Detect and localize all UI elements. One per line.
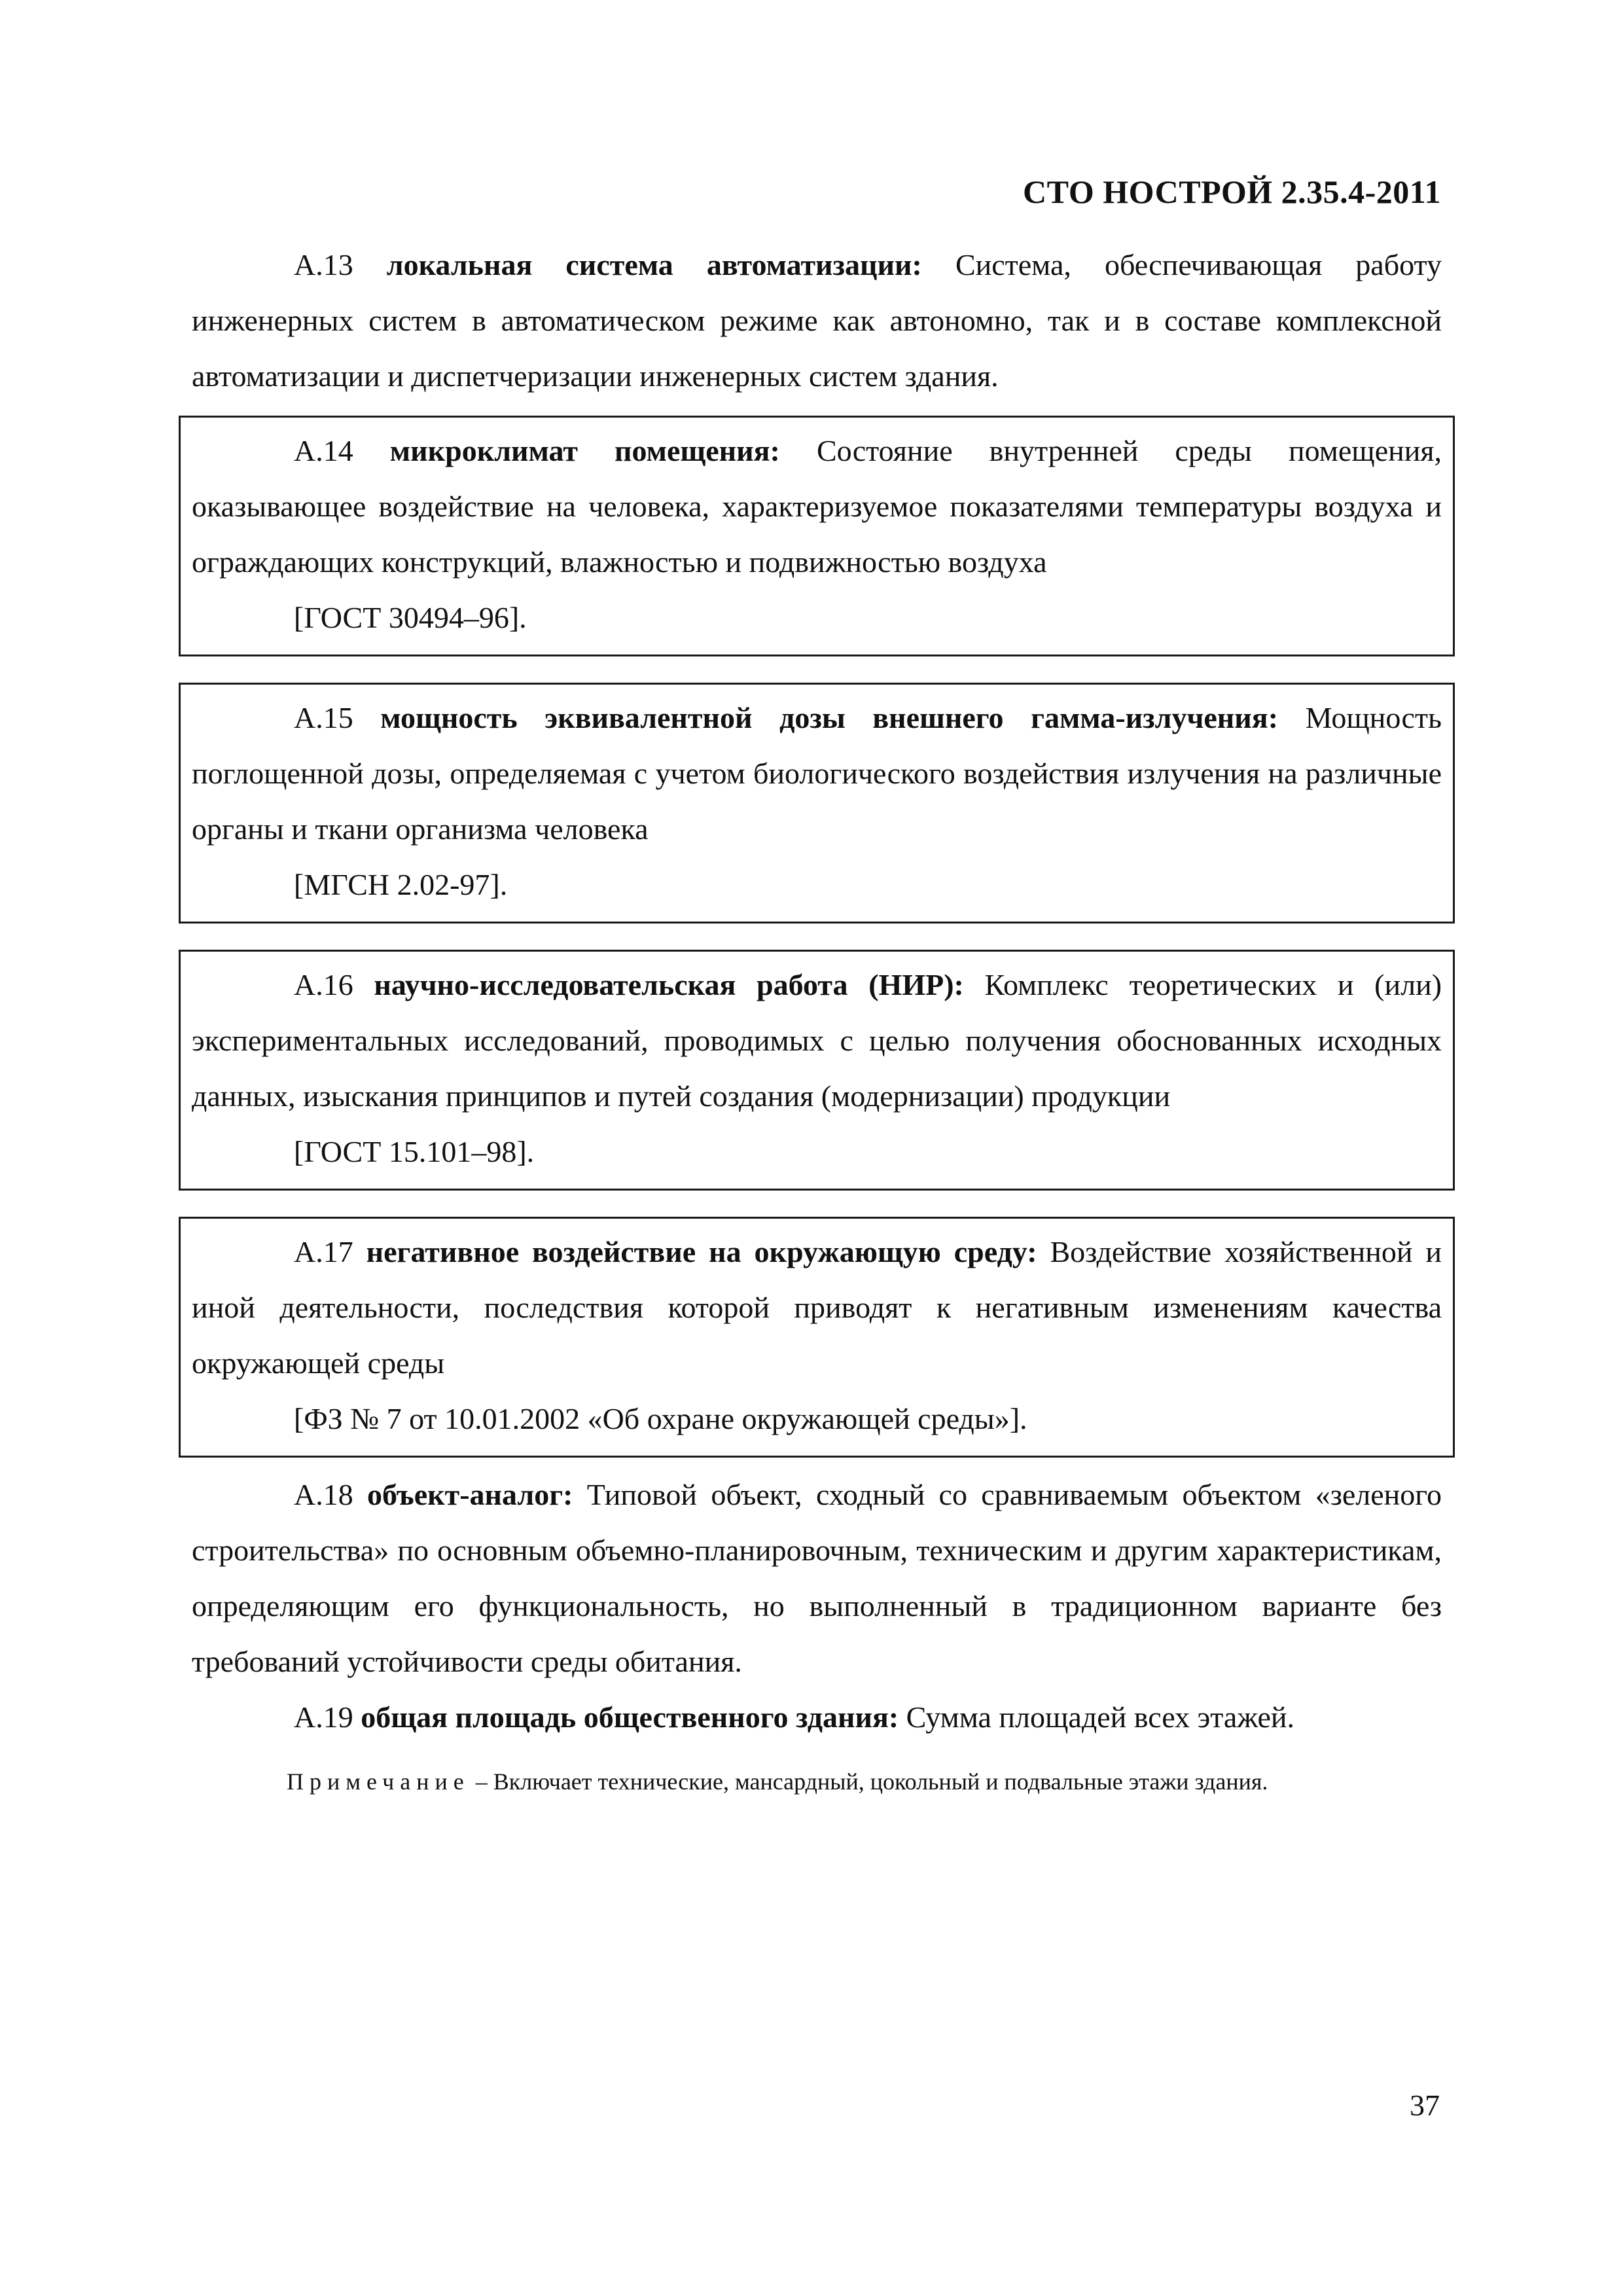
- note: [192, 1762, 1442, 1801]
- definition-term: негативное воздействие на окружающую среду:: [366, 1235, 1037, 1268]
- definition-text: Мощность поглощенной дозы, определяемая с учетом биологического воздействия излучения на различные органы и ткани организма человека: [192, 701, 1442, 846]
- definition-number: А.19: [294, 1700, 353, 1734]
- definition-box-a14: [179, 416, 1455, 656]
- definition-a17: [192, 1224, 1442, 1391]
- definition-term: микроклимат помещения:: [389, 434, 780, 467]
- definition-reference: [МГСН 2.02-97].: [294, 868, 508, 901]
- definition-text: Состояние внутренней среды помещения, оказывающее воздействие на человека, характеризуемое показателями температуры воздуха и ограждающих конструкций, влажностью и подвижностью воздуха: [192, 434, 1442, 579]
- definition-number: А.15: [294, 701, 353, 734]
- definition-number: А.17: [294, 1235, 353, 1268]
- definition-a13: [192, 237, 1442, 404]
- definition-text: Комплекс теоретических и (или) экспериментальных исследований, проводимых с целью получения обоснованных исходных данных, изыскания принципов и путей создания (модернизации) продукции: [192, 968, 1442, 1113]
- definition-a15: [192, 690, 1442, 857]
- definition-text: Воздействие хозяйственной и иной деятельности, последствия которой приводят к негативным изменениям качества окружающей среды: [192, 1235, 1442, 1380]
- definition-a16: [192, 957, 1442, 1124]
- definition-box-a16: [179, 950, 1455, 1191]
- definition-reference: [ГОСТ 15.101–98].: [294, 1135, 535, 1168]
- definition-term: локальная система автоматизации:: [386, 248, 922, 281]
- definition-text: Типовой объект, сходный со сравниваемым объектом «зеленого строительства» по основным объемно-планировочным, техническим и другим характеристикам, определяющим его функциональность, но выполненный в традиционном варианте без требований устойчивости среды обитания.: [192, 1478, 1442, 1678]
- definition-number: А.13: [294, 248, 353, 281]
- note-dash: –: [475, 1768, 488, 1795]
- definitions-body: [192, 237, 1442, 1801]
- definition-a18: [192, 1467, 1442, 1689]
- definition-term: научно-исследовательская работа (НИР):: [374, 968, 964, 1001]
- definition-number: А.14: [294, 434, 353, 467]
- definition-number: А.16: [294, 968, 353, 1001]
- definition-a19: [192, 1689, 1442, 1745]
- definition-reference: [ГОСТ 30494–96].: [294, 601, 527, 634]
- definition-box-a15: [179, 683, 1455, 924]
- definition-text: Система, обеспечивающая работу инженерных систем в автоматическом режиме как автономно, так и в составе комплексной автоматизации и диспетчеризации инженерных систем здания.: [192, 248, 1442, 393]
- definition-number: А.18: [294, 1478, 353, 1511]
- note-text: Включает технические, мансардный, цокольный и подвальные этажи здания.: [493, 1768, 1268, 1795]
- note-label: Примечание: [287, 1768, 470, 1795]
- document-code-header: СТО НОСТРОЙ 2.35.4-2011: [1023, 173, 1441, 210]
- definition-text: Сумма площадей всех этажей.: [906, 1700, 1295, 1734]
- definition-term: объект-аналог:: [367, 1478, 573, 1511]
- definition-reference: [ФЗ № 7 от 10.01.2002 «Об охране окружающей среды»].: [294, 1402, 1027, 1435]
- definition-box-a17: [179, 1217, 1455, 1458]
- definition-term: мощность эквивалентной дозы внешнего гамма-излучения:: [380, 701, 1279, 734]
- definition-a14: [192, 423, 1442, 590]
- page-number: 37: [1410, 2089, 1440, 2122]
- definition-term: общая площадь общественного здания:: [361, 1700, 899, 1734]
